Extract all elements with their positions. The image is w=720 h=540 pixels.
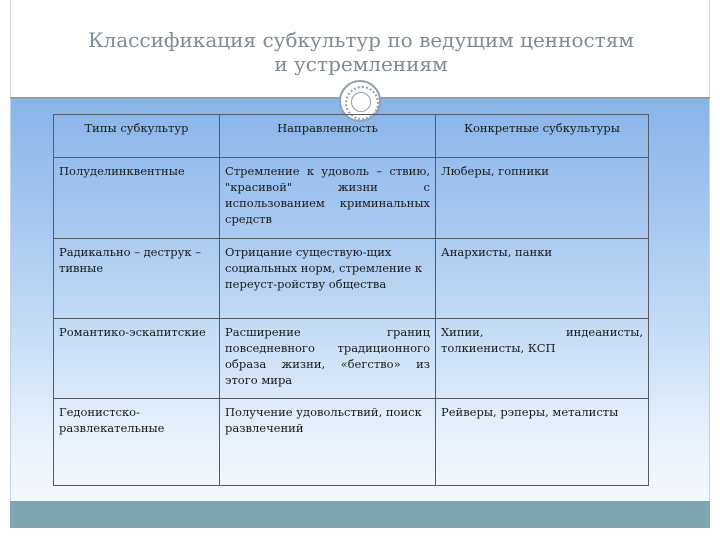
cell-direction: Получение удовольствий, поиск развлечений	[220, 399, 436, 486]
cell-type: Гедонистско-развлекательные	[54, 399, 220, 486]
subculture-table	[53, 114, 649, 486]
slide-title-line-1: Классификация субкультур по ведущим ценностям	[88, 28, 634, 52]
cell-examples: Рейверы, рэперы, металисты	[436, 399, 649, 486]
table-row	[54, 158, 649, 239]
header-types: Типы субкультур	[54, 115, 220, 158]
header-examples: Конкретные субкультуры	[436, 115, 649, 158]
cell-direction: Расширение границ повседневного традиционного образа жизни, «бегство» из этого мира	[220, 319, 436, 399]
table-row	[54, 239, 649, 319]
table-row	[54, 319, 649, 399]
cell-direction: Отрицание существую-щих социальных норм, стремление к переуст-ройству общества	[220, 239, 436, 319]
slide-title-line-2: и устремлениям	[274, 52, 448, 76]
table-row	[54, 399, 649, 486]
slide-title	[11, 28, 711, 76]
cell-direction: Стремление к удоволь – ствию, "красивой" жизни с использованием криминальных средств	[220, 158, 436, 239]
table-header-row	[54, 115, 649, 158]
cell-type: Радикально – деструк – тивные	[54, 239, 220, 319]
header-direction: Направленность	[220, 115, 436, 158]
footer-bar	[10, 501, 710, 528]
cell-examples: Анархисты, панки	[436, 239, 649, 319]
cell-type: Полуделинквентные	[54, 158, 220, 239]
cell-examples: Люберы, гопники	[436, 158, 649, 239]
cell-examples: Хипии, индеанисты, толкиенисты, КСП	[436, 319, 649, 399]
cell-type: Романтико-эскапитские	[54, 319, 220, 399]
